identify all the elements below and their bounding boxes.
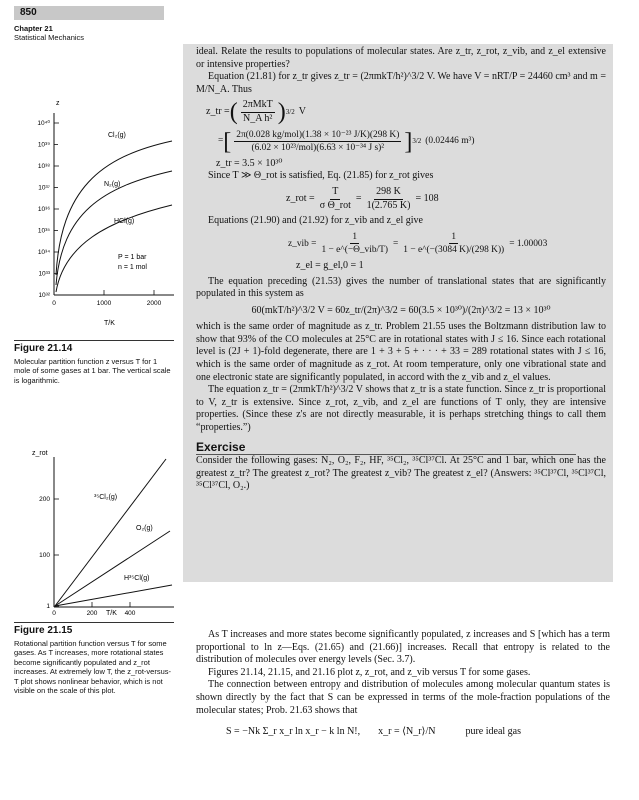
eq-translational-states: 60(mkT/h²)^3/2 V = 60z_tr/(2π)^3/2 = 60(3.5 × 10³⁰)/(2π)^3/2 = 13 × 10³⁰ — [251, 304, 551, 316]
body-text — [196, 629, 610, 739]
eq-rot-n1: T — [330, 186, 340, 200]
fig15-y-ticks — [39, 496, 59, 610]
fig14-x-tick-label: 0 — [52, 300, 56, 307]
eq-rot-d1: σ Θ_rot — [319, 199, 351, 211]
label-o2: O₂(g) — [136, 525, 153, 532]
body-para-1: As T increases and more states become significantly populated, z increases and S [which has a term proportional to ln z—Eqs. (21.65) and (21.66)] increases. Recall that entropy is related to the distribution of molecules over energy levels (Sec. 3.7). — [196, 629, 610, 666]
body-para-3: The connection between entropy and distribution of molecules among molecular quantum states is shown directly by the fact that S can be expressed in terms of the mole-fraction populations of the molecular states; Prob. 21.63 shows that — [196, 679, 610, 716]
eq-ztr-lhs: z_tr = — [206, 106, 230, 118]
eq-vib-lhs: z_vib = — [288, 238, 317, 249]
figure-21-14-plot — [14, 95, 179, 330]
eq-zrot: z_rot = $\frac{T}{\text{σ Θ\_rot}}$ = $\frac{298 K}{1(2.765 K)}$ = 108 — [286, 185, 439, 211]
chapter-heading — [14, 24, 174, 42]
curve-cl2 — [56, 141, 172, 275]
eq-rot-res: = 108 — [415, 192, 439, 204]
fig14-x-tick-label: 2000 — [146, 300, 162, 307]
eq-entropy-note: pure ideal gas — [465, 726, 521, 738]
curve-n2 — [56, 171, 172, 285]
label-h35cl: H³⁵Cl(g) — [124, 575, 150, 582]
condition-moles: n = 1 mol — [118, 264, 147, 271]
fig14-y-tick-label: 10³² — [38, 292, 50, 299]
solution-para-4: Equations (21.90) and (21.92) for z_vib and z_el give — [208, 215, 423, 227]
eq-ztr-formula: z_tr = ( $\frac{\text{2πMkT}}{\text{N\_A h²}}$ ) 3/2 V — [206, 99, 306, 126]
solution-para-6: which is the same order of magnitude as z_tr. Problem 21.55 uses the Boltzmann distribution law to show that 93% of the CO molecules at 25°C are in rotational states with J ≤ 16. Since each rotational level is (2J + 1)-fold degenerate, there are 1 + 3 + 5 + · · · + 33 = 289 rotational states with J ≤ 16, which is the same order of magnitude as z_rot. At room temperature, only one vibrational state and one electronic state are significantly populated, in accord with the z_vib and z_el values. — [196, 321, 606, 383]
figure-21-14-caption: Molecular partition function z versus T for 1 mole of some gases at 1 bar. The vertical scale is logarithmic. — [14, 357, 171, 385]
eq-entropy-S: S = −Nk Σ_r x_r ln x_r − k ln N!, — [226, 726, 361, 738]
figure-21-15-caption: Rotational partition function versus T for some gases. As T increases, more rotational states become significantly populated and z_rot increases. At extremely low T, the z_rot-versus-T plot shows nonlinear behavior, which is not visible on the scale of this plot. — [14, 639, 172, 696]
fig15-y-tick-label: 1 — [46, 603, 50, 610]
chapter-number: Chapter 21 — [14, 24, 53, 33]
curve-h35cl — [55, 585, 172, 606]
eq-rot-lhs: z_rot = — [286, 192, 315, 204]
solution-para-5: The equation preceding (21.53) gives the number of translational states that are significantly populated in this system as — [196, 275, 606, 300]
fig15-x-tick-label: 0 — [52, 610, 56, 617]
eq-ztr-tail: V — [298, 106, 306, 118]
fig14-y-tick-label: 10³⁵ — [37, 227, 50, 235]
eq-num-tail: (0.02446 m³) — [425, 136, 475, 147]
eq-num-num: 2π(0.028 kg/mol)(1.38 × 10⁻²³ J/K)(298 K) — [234, 129, 401, 143]
fig15-y-tick-label: 100 — [39, 552, 50, 559]
page-number: 850 — [14, 6, 164, 20]
figure-21-15-plot — [14, 447, 179, 617]
solution-para-2: Equation (21.81) for z_tr gives z_tr = (2πmkT/h²)^3/2 V. We have V = nRT/P = 24460 cm³ and m = M/N_A. Thus — [196, 71, 606, 95]
eq-vib-res: = 1.00003 — [509, 238, 548, 249]
fig14-y-tick-label: 10³⁹ — [37, 141, 50, 149]
fig15-x-tick-label: 400 — [124, 610, 136, 617]
figure-21-15-label: Figure 21.15 — [14, 622, 174, 636]
eq-zel: z_el = g_el,0 = 1 — [296, 259, 364, 271]
eq-ztr-num: 2πMkT — [241, 99, 275, 113]
eq-vib-n2: 1 — [449, 231, 458, 245]
figure-21-14-label: Figure 21.14 — [14, 340, 174, 354]
curve-o2 — [55, 531, 170, 606]
fig15-y-tick-label: 200 — [39, 496, 50, 503]
fig14-y-tick-label: 10³⁶ — [37, 206, 50, 213]
fig14-y-tick-label: 10³⁷ — [38, 184, 50, 192]
eq-rot-d2: 1(2.765 K) — [366, 199, 411, 211]
fig15-x-label: T/K — [106, 610, 117, 617]
eq-ztr-den: N_A h² — [243, 112, 273, 124]
fig15-y-label: z_rot — [32, 450, 48, 457]
fig14-y-tick-label: 10⁴⁰ — [37, 120, 50, 127]
fig14-x-tick-label: 1000 — [96, 300, 112, 307]
eq-vib-d1: 1 − e^(−Θ_vib/T) — [321, 245, 388, 256]
exercise-text: Consider the following gases: N₂, O₂, F₂, HF, ³⁵Cl₂, ³⁵Cl³⁷Cl. At 25°C and 1 bar, which one has the greatest z_tr? The greatest z_rot? The greatest z_vib? The greatest z_el? (Answers: ³⁵Cl³⁷Cl, ³⁵Cl³⁷Cl, ³⁵Cl³⁷Cl, O₂.) — [196, 455, 606, 492]
chapter-title: Statistical Mechanics — [14, 33, 85, 42]
eq-zvib: z_vib = $\frac{1}{\text{1 − e\textasciicircum{}(−Θ\_vib/T)}}$ = $\frac{1}{1 - e\^{}(-(3084 K)/(298 K))}$ = 1.00003 — [288, 231, 548, 256]
solution-para-1: ideal. Relate the results to populations of molecular states. Are z_tr, z_rot, z_vib, and z_el extensive or intensive properties? — [196, 46, 606, 70]
eq-num-den: (6.02 × 10²³/mol)(6.63 × 10⁻³⁴ J s)² — [251, 143, 385, 154]
label-n2: N₂(g) — [104, 181, 121, 188]
body-para-2: Figures 21.14, 21.15, and 21.16 plot z, z_rot, and z_vib versus T for some gases. — [208, 666, 531, 678]
fig14-x-ticks — [52, 290, 161, 307]
fig14-y-tick-label: 10³⁸ — [37, 163, 50, 170]
fig14-y-label: z — [56, 100, 60, 107]
example-solution — [196, 46, 606, 493]
eq-vib-d2: 1 − e^(−(3084 K)/(298 K)) — [403, 245, 505, 256]
eq-entropy-x: x_r = ⟨N_r⟩/N — [378, 726, 436, 738]
label-cl2: Cl₂(g) — [108, 132, 126, 139]
eq-entropy — [226, 726, 610, 739]
label-35cl2: ³⁵Cl₂(g) — [94, 494, 118, 501]
fig14-y-tick-label: 10³³ — [38, 270, 50, 278]
eq-vib-n1: 1 — [350, 231, 359, 245]
condition-pressure: P = 1 bar — [118, 254, 147, 261]
solution-para-3: Since T ≫ Θ_rot is satisfied, Eq. (21.85) for z_rot gives — [208, 170, 434, 182]
curve-35cl2 — [55, 459, 166, 606]
exercise-heading: Exercise — [196, 441, 576, 456]
label-hcl: HCl(g) — [114, 218, 135, 225]
eq-ztr-result: z_tr = 3.5 × 10³⁰ — [216, 157, 283, 169]
eq-ztr-numeric: = [ $\frac{\text{2π(0.028 kg/mol)(1.38 × 10⁻²³ J/K)(298 K)}}{\text{(6.02 × 10²³/mol)(6.63 × 10⁻³⁴ J s)²}}$ ] 3/2 (0.02446 m³) — [218, 128, 475, 155]
solution-para-7: The equation z_tr = (2πmkT/h²)^3/2 V shows that z_tr is a state function. Since z_tr is proportional to V, z_tr is extensive. Since z_rot, z_vib, and z_el are functions of T only, they are intensive properties. (Since these z's are not directly measurable, it is perhaps stretching things to call them “properties.”) — [196, 384, 606, 434]
eq-rot-n2: 298 K — [374, 186, 403, 200]
fig14-y-tick-label: 10³⁴ — [37, 249, 50, 256]
fig14-x-label: T/K — [104, 320, 115, 327]
fig15-x-tick-label: 200 — [86, 610, 98, 617]
